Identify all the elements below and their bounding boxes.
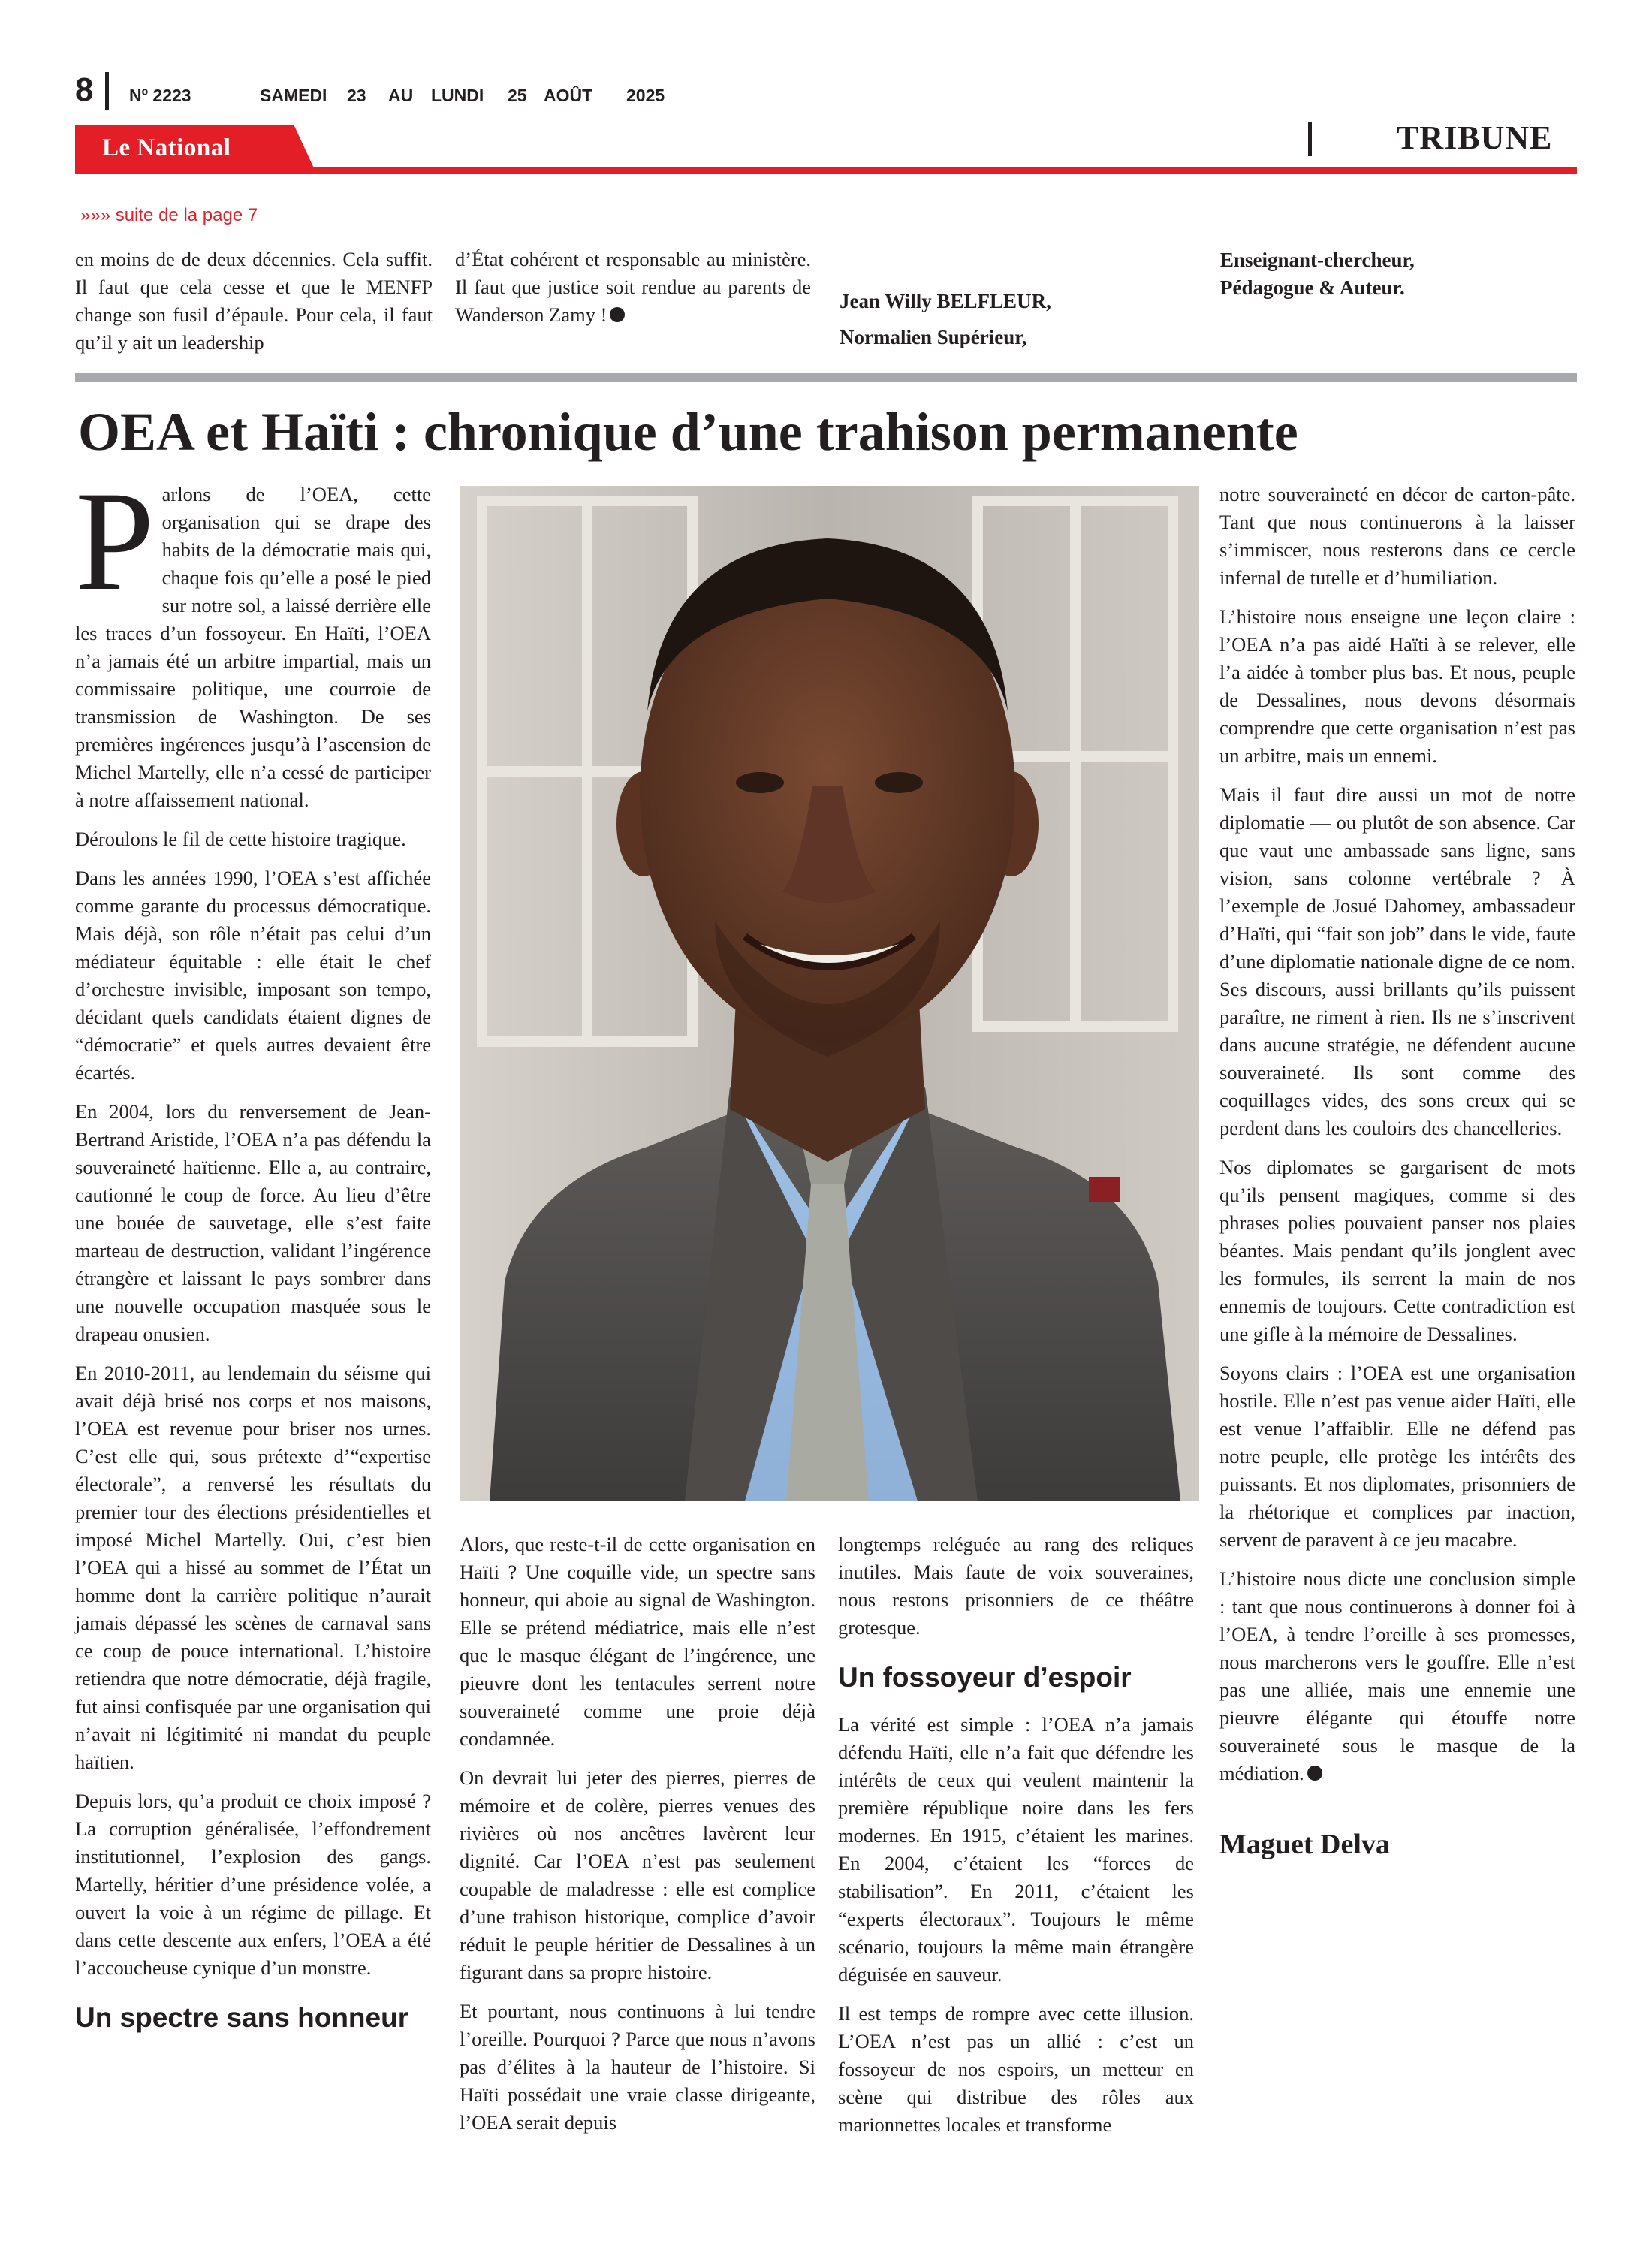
date-au: AU xyxy=(388,86,414,105)
continuation-col2-text: d’État cohérent et responsable au ministère. Il faut que justice soit rendue au parents de Wanderson Zamy ! xyxy=(455,248,811,326)
signature-role2: Pédagogue & Auteur. xyxy=(1220,276,1405,299)
end-mark-icon xyxy=(1307,1766,1322,1781)
closing-text: L’histoire nous dicte une conclusion simple : tant que nous continuerons à donner foi à l’OEA, à tendre l’oreille à ses promesses, nous marcherons vers le gouffre. Elle n’est pas une alliée, mais une ennemie une pieuvre élégante qui étouffe notre souveraineté sous le masque de la médiation. xyxy=(1219,1567,1575,1784)
paragraph: longtemps reléguée au rang des reliques inutiles. Mais faute de voix souveraines, nous restons prisonniers de ce théâtre grotesque. xyxy=(838,1533,1194,1639)
date-year: 2025 xyxy=(626,86,665,105)
lead-paragraph xyxy=(75,463,431,814)
subheading: Un spectre sans honneur xyxy=(75,2002,409,2033)
article-column-4 xyxy=(1219,481,1575,1862)
signature-block-1 xyxy=(840,283,1051,355)
date-month: AOÛT xyxy=(544,86,593,105)
date-day1: SAMEDI xyxy=(260,86,327,105)
article-column-1 xyxy=(75,463,431,2051)
continuation-col1: en moins de de deux décennies. Cela suffit. Il faut que cela cesse et que le MENFP change son fusil d’épaule. Pour cela, il faut qu’il y ait un leadership xyxy=(75,248,433,354)
signature-role: Enseignant-chercheur, xyxy=(1220,249,1415,271)
header-red-rule xyxy=(75,167,1577,174)
date-day2: LUNDI xyxy=(431,86,484,105)
signature-title: Normalien Supérieur, xyxy=(840,326,1027,348)
article-separator xyxy=(75,373,1577,382)
paragraph: Déroulons le fil de cette histoire tragique. xyxy=(75,828,406,850)
paragraph: Mais il faut dire aussi un mot de notre diplomatie — ou plutôt de son absence. Car que vaut une ambassade sans ligne, sans vision, sans colonne vertébrale ? À l’exemple de Josué Dahomey, ambassadeur d’Haïti, qui “fait son job” dans le vide, faute d’une diplomatie nationale digne de ce nom. Ses discours, aussi brillants qu’ils puissent paraître, ne riment à rien. Ils ne s’inscrivent dans aucune stratégie, ne défendent aucune souveraineté. Ils sont comme des coquillages vides, des sons creux qui se perdent dans les couloirs des chancelleries. xyxy=(1219,783,1575,1139)
paragraph: Soyons clairs : l’OEA est une organisation hostile. Elle n’est pas venue aider Haïti, elle est venue l’affaiblir. Elle ne défend pas notre peuple, elle protège les intérêts des puissants. Et nos diplomates, prisonniers de la rhétorique et complices par inaction, servent de paravent à ce jeu macabre. xyxy=(1219,1362,1575,1551)
paragraph: L’histoire nous enseigne une leçon claire : l’OEA n’a pas aidé Haïti à se relever, elle l’a aidée à tomber plus bas. Et nous, peuple de Dessalines, nous devons désormais comprendre que cette organisation n’est pas un arbitre, mais un ennemi. xyxy=(1219,605,1575,767)
end-mark-icon xyxy=(610,307,625,322)
signature-block-2 xyxy=(1220,246,1415,302)
paragraph: En 2010-2011, au lendemain du séisme qui avait déjà brisé nos corps et nos maisons, l’OEA est revenue pour briser nos urnes. C’est elle qui, sous prétexte d’“expertise électorale”, a renversé les résultats du premier tour des élections présidentielles et imposé Michel Martelly. Oui, c’est bien l’OEA qui a hissé au sommet de l’État un homme dont la carrière politique n’aurait jamais dépassé les scènes de carnaval sans ce coup de pouce international. L’histoire retiendra que notre démocratie, déjà fragile, fut ainsi confisquée par une organisation qui n’avait ni légitimité ni mandat du peuple haïtien. xyxy=(75,1362,431,1773)
subheading: Un fossoyeur d’espoir xyxy=(838,1662,1132,1693)
paragraph: notre souveraineté en décor de carton-pâte. Tant que nous continuerons à la laisser s’immiscer, nous resterons dans ce cercle infernal de tutelle et d’humiliation. xyxy=(1219,483,1575,589)
article-column-2 xyxy=(460,1531,815,2148)
section-title: TRIBUNE xyxy=(1397,119,1553,156)
continuation-label: »»» suite de la page 7 xyxy=(80,205,258,225)
paragraph: Nos diplomates se gargarisent de mots qu’ils pensent magiques, comme si des phrases polies pouvaient panser nos plaies béantes. Mais pendant qu’ils jonglent avec les formules, ils serrent la main de nos ennemis de toujours. Cette contradiction est une gifle à la mémoire de Dessalines. xyxy=(1219,1156,1575,1345)
lead-text: arlons de l’OEA, cette organisation qui se drape des habits de la démocratie mais qui, chaque fois qu’elle a posé le pied sur notre sol, a laissé derrière elle les traces d’un fossoyeur. En Haïti, l’OEA n’a jamais été un arbitre impartial, mais un commissaire politique, une courroie de transmission de Washington. De ses premières ingérences jusqu’à l’ascension de Michel Martelly, elle n’a cessé de participer à notre affaissement national. xyxy=(75,483,431,811)
paragraph: Il est temps de rompre avec cette illusion. L’OEA n’est pas un allié : c’est un fossoyeur de nos espoirs, un metteur en scène qui distribue des rôles aux marionnettes locales et transforme xyxy=(838,2002,1194,2136)
continuation-col2 xyxy=(455,246,811,329)
closing-paragraph xyxy=(1219,1565,1575,1787)
issue-number: Nº 2223 xyxy=(129,86,191,105)
paragraph: Et pourtant, nous continuons à lui tendre l’oreille. Pourquoi ? Parce que nous n’avons pas d’élites à la hauteur de l’histoire. Si Haïti possédait une vraie classe dirigeante, l’OEA serait depuis xyxy=(460,2000,815,2134)
paragraph: On devrait lui jeter des pierres, pierres de mémoire et de colère, pierres venues des rivières où nos ancêtres lavèrent leur dignité. Car l’OEA n’est pas seulement coupable de maladresse : elle est complice d’une trahison historique, complice d’avoir réduit le peuple héritier de Dessalines à un figurant dans sa propre histoire. xyxy=(460,1766,815,1983)
drop-cap: P xyxy=(75,463,155,620)
article-headline: OEA et Haïti : chronique d’une trahison permanente xyxy=(78,402,1298,462)
brand-logo-text: Le National xyxy=(102,134,231,161)
page-number-divider xyxy=(105,72,109,110)
paragraph: Alors, que reste-t-il de cette organisation en Haïti ? Une coquille vide, un spectre sans honneur, qui aboie au signal de Washington. Elle se prétend médiatrice, mais elle n’est que le masque élégant de l’ingérence, une pieuvre dont les tentacules serrent notre souveraineté comme une proie déjà condamnée. xyxy=(460,1533,815,1750)
paragraph: La vérité est simple : l’OEA n’a jamais défendu Haïti, elle n’a fait que défendre les intérêts de ceux qui veulent maintenir la première république noire dans les fers modernes. En 1915, c’étaient les marines. En 2004, c’étaient les “forces de stabilisation”. En 2011, c’étaient les “experts électoraux”. Toujours le même scénario, toujours la même main étrangère déguisée en sauveur. xyxy=(838,1713,1194,1986)
author-portrait-photo xyxy=(460,486,1199,1501)
page-number: 8 xyxy=(75,71,94,108)
paragraph: Depuis lors, qu’a produit ce choix imposé ? La corruption généralisée, l’effondrement institutionnel, l’explosion des gangs. Martelly, héritier d’une présidence volée, a ouvert la voie à un régime de pillage. Et dans cette descente aux enfers, l’OEA a été l’accoucheuse cynique d’un monstre. xyxy=(75,1790,431,1979)
article-column-3 xyxy=(838,1531,1194,2150)
date-num1: 23 xyxy=(347,86,366,105)
paragraph: Dans les années 1990, l’OEA s’est affichée comme garante du processus démocratique. Mais déjà, son rôle n’était pas celui d’un médiateur équitable : elle était le chef d’orchestre invisible, imposant son tempo, décidant quels candidats étaient dignes de “démocratie” et quels autres devaient être écartés. xyxy=(75,867,431,1084)
paragraph: En 2004, lors du renversement de Jean-Bertrand Aristide, l’OEA n’a pas défendu la souveraineté haïtienne. Elle a, au contraire, cautionné le coup de force. Au lieu d’être une bouée de sauvetage, elle s’est faite marteau de destruction, validant l’ingérence étrangère et laissant le pays sombrer dans une nouvelle occupation masquée sous le drapeau onusien. xyxy=(75,1100,431,1345)
section-divider xyxy=(1308,122,1312,156)
author-byline: Maguet Delva xyxy=(1219,1829,1390,1860)
date-num2: 25 xyxy=(508,86,527,105)
signature-name: Jean Willy BELFLEUR, xyxy=(840,290,1051,312)
